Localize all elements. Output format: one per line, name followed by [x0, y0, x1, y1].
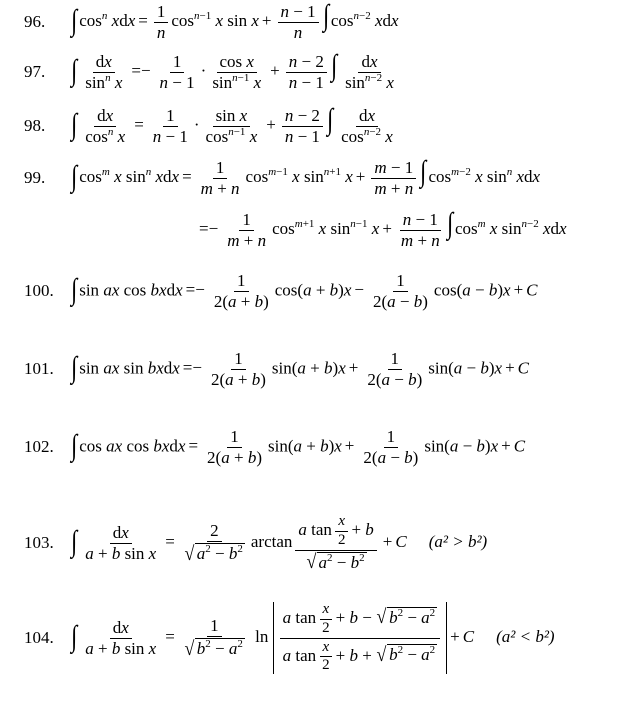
formula-body: cos ax cos bxdx = $\frac{1}{2(a + b)}$ sin(a + b)x + $\frac{1}{2(a - b)}$ sin(a − b)x + C — [79, 427, 526, 467]
integral-sign: ∫ — [71, 159, 78, 193]
integral-sign: ∫ — [71, 107, 78, 141]
formula-number: 104. — [24, 628, 54, 647]
formula-number: 100. — [24, 281, 54, 301]
formula-103 — [24, 514, 487, 572]
formula-body: sin ax sin bxdx =− $\frac{1}{2(a + b)}$ sin(a + b)x + $\frac{1}{2(a - b)}$ sin(a − b)x + C — [79, 349, 530, 389]
formula-number: 98. — [24, 115, 46, 135]
formula-body: =− $\frac{1}{m + n}$ $\cos^{m+1} x$ $\sin^{n-1} x$ + $\frac{n - 1}{m + n}$ ∫ $\cos^m x$ $\sin^{n-2}$ xdx — [199, 207, 567, 250]
integral-sign: ∫ — [71, 3, 78, 37]
formula-100 — [24, 272, 538, 311]
formula-number: 99. — [24, 167, 46, 187]
formula-101 — [24, 350, 529, 389]
formula-99-line-2 — [196, 207, 567, 250]
formula-number: 103. — [24, 533, 54, 553]
integral-sign: ∫ — [71, 429, 78, 463]
formula-body: sin ax cos bxdx =− $\frac{1}{2(a + b)}$ cos(a + b)x − $\frac{1}{2(a - b)}$ cos(a − b)x + C — [79, 271, 538, 311]
formula-104 — [24, 602, 555, 674]
formula-99 — [24, 155, 541, 198]
integral-sign: ∫ — [71, 53, 78, 87]
formula-body: $\frac{dx}{\cos^n x}$ = $\frac{1}{n - 1}$ · $\frac{\text{sin x}}{\cos^{n-1} x}$ + $\frac{n - 2}{n - 1}$ ∫ $\frac{dx}{\cos^{n-2} x}$ — [85, 103, 393, 146]
formula-body: $\cos^m x$ $\sin^n$ xdx = $\frac{1}{m + n}$ $\cos^{m-1} x$ $\sin^{n+1} x$ + $\frac{m - 1}{m + n}$ ∫ $\cos^{m-2} x$ $\sin^n$ xdx — [79, 155, 541, 198]
formula-number: 96. — [24, 11, 46, 31]
formula-97 — [24, 49, 400, 92]
formula-number: 101. — [24, 359, 54, 379]
condition-104: (a² < b²) — [496, 626, 555, 646]
formula-body: $\frac{dx}{\text{a + b sin x}}$ = 1 √ $b^2 - a^2$ ln a tan $\frac{x}{2}$ + b − √ $b^2 - a^2$ a tan $\frac{x}{2}$ + b + √ $b^2 - a^2$ + C (a² < b²) — [85, 601, 555, 674]
condition-103: (a² > b²) — [428, 531, 488, 551]
integral-sign: ∫ — [71, 351, 78, 385]
formula-number: 102. — [24, 437, 54, 457]
formula-102 — [24, 428, 525, 467]
integral-sign: ∫ — [71, 273, 78, 307]
formula-body: $\frac{dx}{\text{a + b sin x}}$ = 2 √ $a^2 - b^2$ arctan a tan $\frac{x}{2}$ + b √ $a^2 - b^2$ + C (a² > b²) — [85, 513, 488, 574]
formula-body: $\frac{dx}{\sin^n x}$ =− $\frac{1}{n - 1}$ · $\frac{\text{cos x}}{\sin^{n-1} x}$ + $\frac{n - 2}{n - 1}$ ∫ $\frac{dx}{\sin^{n-2} x}$ — [85, 49, 394, 92]
formula-number: 97. — [24, 61, 46, 81]
formula-96 — [24, 2, 399, 41]
integral-sign: ∫ — [71, 525, 78, 559]
formula-body: $\cos^n$ xdx = $\frac{1}{n}$ $\cos^{n-1} x$ sin x + $\frac{n - 1}{n}$ ∫ $\cos^{n-2}$ xdx — [79, 0, 399, 42]
integral-sign: ∫ — [71, 620, 78, 653]
formula-98 — [24, 103, 399, 146]
